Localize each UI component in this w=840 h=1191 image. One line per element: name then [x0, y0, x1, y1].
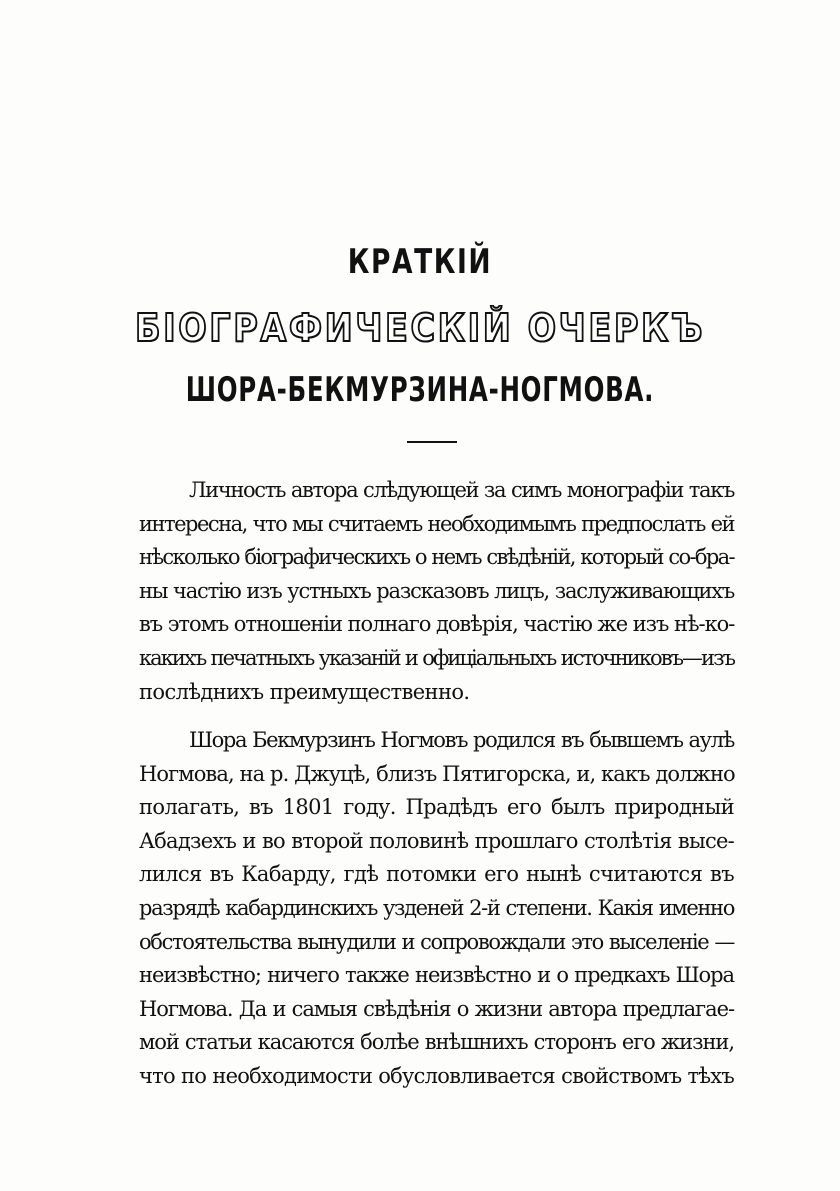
paragraph-line: неизвѣстно; ничего также неизвѣстно и о предкахъ Шора	[139, 963, 734, 988]
paragraph-line: интересна, что мы считаемъ необходимымъ предпослать ей	[139, 511, 734, 536]
paragraph-line: полагать, въ 1801 году. Прадѣдъ его былъ природный	[139, 795, 734, 820]
paragraph-line: что по необходимости обусловливается свойствомъ тѣхъ	[139, 1063, 734, 1088]
title-line-3: ШОРА-БЕКМУРЗИНА-НОГМОВА.	[185, 370, 655, 410]
paragraph-1	[139, 474, 734, 709]
paragraph-line: обстоятельства вынудили и сопровождали это выселеніе —	[139, 929, 734, 954]
paragraph-line: лился въ Кабарду, гдѣ потомки его нынѣ считаются въ	[139, 862, 734, 887]
paragraph-line: мой статьи касаются болѣе внѣшнихъ сторонъ его жизни,	[139, 1030, 734, 1055]
paragraph-2	[139, 724, 734, 1094]
paragraph-line: въ этомъ отношеніи полнаго довѣрія, частію же изъ нѣ-ко-	[139, 612, 735, 637]
paragraph-line: послѣднихъ преимущественно.	[139, 679, 470, 704]
title-line-1: КРАТКІЙ	[347, 242, 493, 282]
paragraph-line: нѣсколько біографическихъ о немъ свѣдѣній, который со-бра-	[139, 545, 734, 570]
paragraph-line: Ногмова. Да и самыя свѣдѣнія о жизни автора предлагае-	[139, 996, 734, 1021]
paragraph-line: Шора Бекмурзинъ Ногмовъ родился въ бывшемъ аулѣ	[189, 728, 734, 752]
title-line-2: БІОГРАФИЧЕСКІЙ ОЧЕРКЪ	[134, 306, 705, 350]
title-divider	[407, 441, 457, 443]
paragraph-line: Личность автора слѣдующей за симъ монографіи такъ	[189, 478, 734, 502]
paragraph-line: разрядѣ кабардинскихъ узденей 2-й степени. Какія именно	[139, 895, 734, 920]
paragraph-line: какихъ печатныхъ указаній и офиціальныхъ источниковъ—изъ	[139, 645, 734, 670]
paragraph-line: Абадзехъ и во второй половинѣ прошлаго столѣтія высе-	[139, 828, 734, 853]
paragraph-line: Ногмова, на р. Джуцѣ, близъ Пятигорска, и, какъ должно	[139, 761, 735, 786]
paragraph-line: ны частію изъ устныхъ разсказовъ лицъ, заслуживающихъ	[139, 578, 734, 603]
